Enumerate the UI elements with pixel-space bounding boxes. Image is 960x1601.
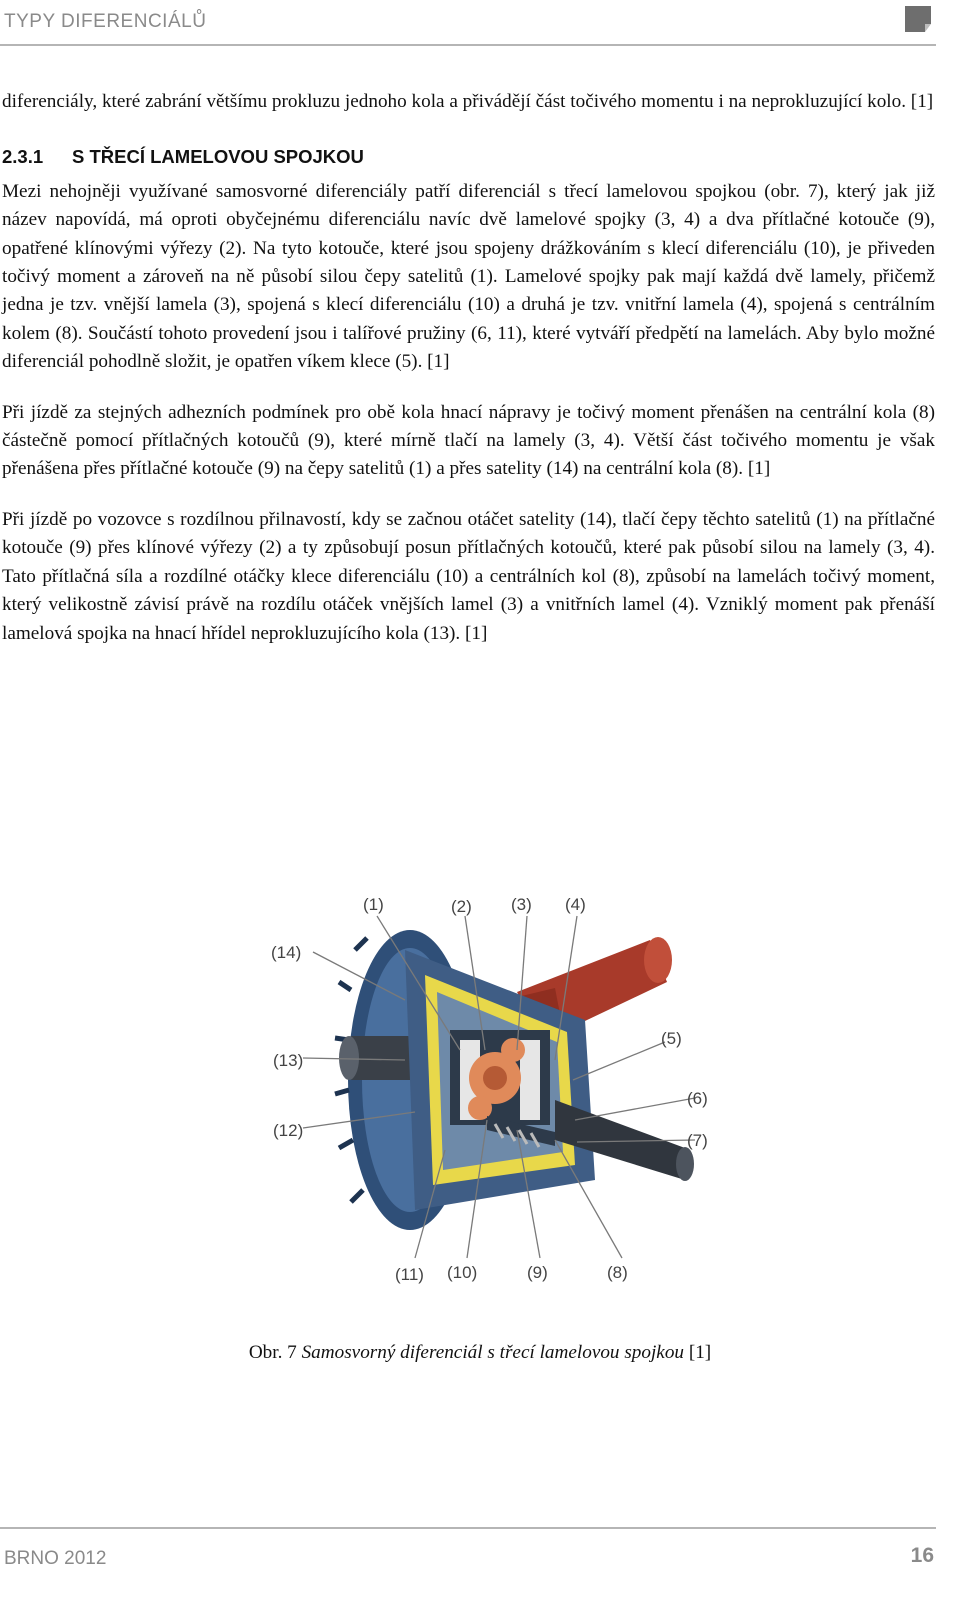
section-number: 2.3.1 <box>2 146 44 168</box>
section-heading <box>2 143 935 171</box>
page-number: 16 <box>910 1544 934 1567</box>
figure-label-6: (6) <box>687 1089 708 1108</box>
differential-illustration <box>255 880 725 1300</box>
paragraph-construction: Mezi nehojněji využívané samosvorné diferenciály patří diferenciál s třecí lamelovou spojkou (obr. 7), který jak již název napovídá, má oproti obyčejnému diferenciálu navíc dvě lamelové spojky (3, 4) a dva přítlačné kotouče (9), opatřené klínovými výřezy (2). Na tyto kotouče, které jsou spojeny drážkováním s klecí diferenciálu (10), je přiveden točivý moment a zároveň na ně působí silou čepy satelitů (1). Lamelové spojky pak mají každá dvě lamely, přičemž jedna je tzv. vnější lamela (3), spojená s klecí diferenciálu (10) a druhá je tzv. vnitřní lamela (4), spojená s centrálním kolem (8). Součástí tohoto provedení jsou i talířové pružiny (6, 11), které vytváří předpětí na lamelách. Aby bylo možné diferenciál pohodlně složit, je opatřen víkem klece (5). [1] <box>2 180 935 373</box>
figure-label-11: (11) <box>395 1265 424 1284</box>
caption-reference: [1] <box>688 1342 712 1363</box>
figure-label-5: (5) <box>661 1029 682 1048</box>
figure-label-12: (12) <box>273 1121 304 1140</box>
figure-label-10: (10) <box>447 1263 478 1282</box>
footer-location: BRNO 2012 <box>4 1548 107 1569</box>
page-content <box>2 88 935 648</box>
differential-figure <box>255 880 725 1300</box>
figure-label-13: (13) <box>273 1051 304 1070</box>
page-header <box>0 0 960 46</box>
figure-label-8: (8) <box>607 1263 628 1282</box>
figure-label-3: (3) <box>511 895 532 914</box>
footer-rule <box>0 1527 936 1529</box>
intro-paragraph: diferenciály, které zabrání většímu prokluzu jednoho kola a přivádějí část točivého momentu i na neprokluzující kolo. [1] <box>2 91 934 112</box>
figure-label-2: (2) <box>451 897 472 916</box>
figure-label-14: (14) <box>271 943 302 962</box>
caption-title: Samosvorný diferenciál s třecí lamelovou spojkou <box>301 1342 685 1363</box>
section-title: S TŘECÍ LAMELOVOU SPOJKOU <box>72 146 364 168</box>
paragraph-different-adhesion: Při jízdě po vozovce s rozdílnou přilnavostí, kdy se začnou otáčet satelity (14), tlačí čepy těchto satelitů (1) na přítlačné kotouče (9) přes klínové výřezy (2) a ty způsobují posun přítlačných kotoučů, které pak působí silou na lamely (3, 4). Tato přítlačná síla a rozdílné otáčky klece diferenciálu (10) a centrálních kol (8), způsobí na lamelách točivý moment, který velikostně závisí právě na rozdílu otáček vnějších lamel (3) a vnitřních lamel (4). Vzniklý moment pak přenáší lamelová spojka na hnací hřídel neprokluzujícího kola (13). [1] <box>2 508 935 644</box>
figure-label-1: (1) <box>363 895 384 914</box>
page-corner-icon <box>903 4 933 34</box>
paragraph-equal-adhesion: Při jízdě za stejných adhezních podmínek pro obě kola hnací nápravy je točivý moment přenášen na centrální kola (8) částečně pomocí přítlačných kotoučů (9), které mírně tlačí na lamely (3, 4). Větší část točivého momentu je však přenášena přes přítlačné kotouče (9) na čepy satelitů (1) a přes satelity (14) na centrální kola (8). [1] <box>2 401 935 480</box>
figure-label-9: (9) <box>527 1263 548 1282</box>
header-rule <box>0 44 936 46</box>
figure-label-7: (7) <box>687 1131 708 1150</box>
figure-label-4: (4) <box>565 895 586 914</box>
caption-prefix: Obr. 7 <box>248 1342 297 1363</box>
header-title: TYPY DIFERENCIÁLŮ <box>4 11 207 32</box>
figure-caption <box>0 1342 960 1364</box>
